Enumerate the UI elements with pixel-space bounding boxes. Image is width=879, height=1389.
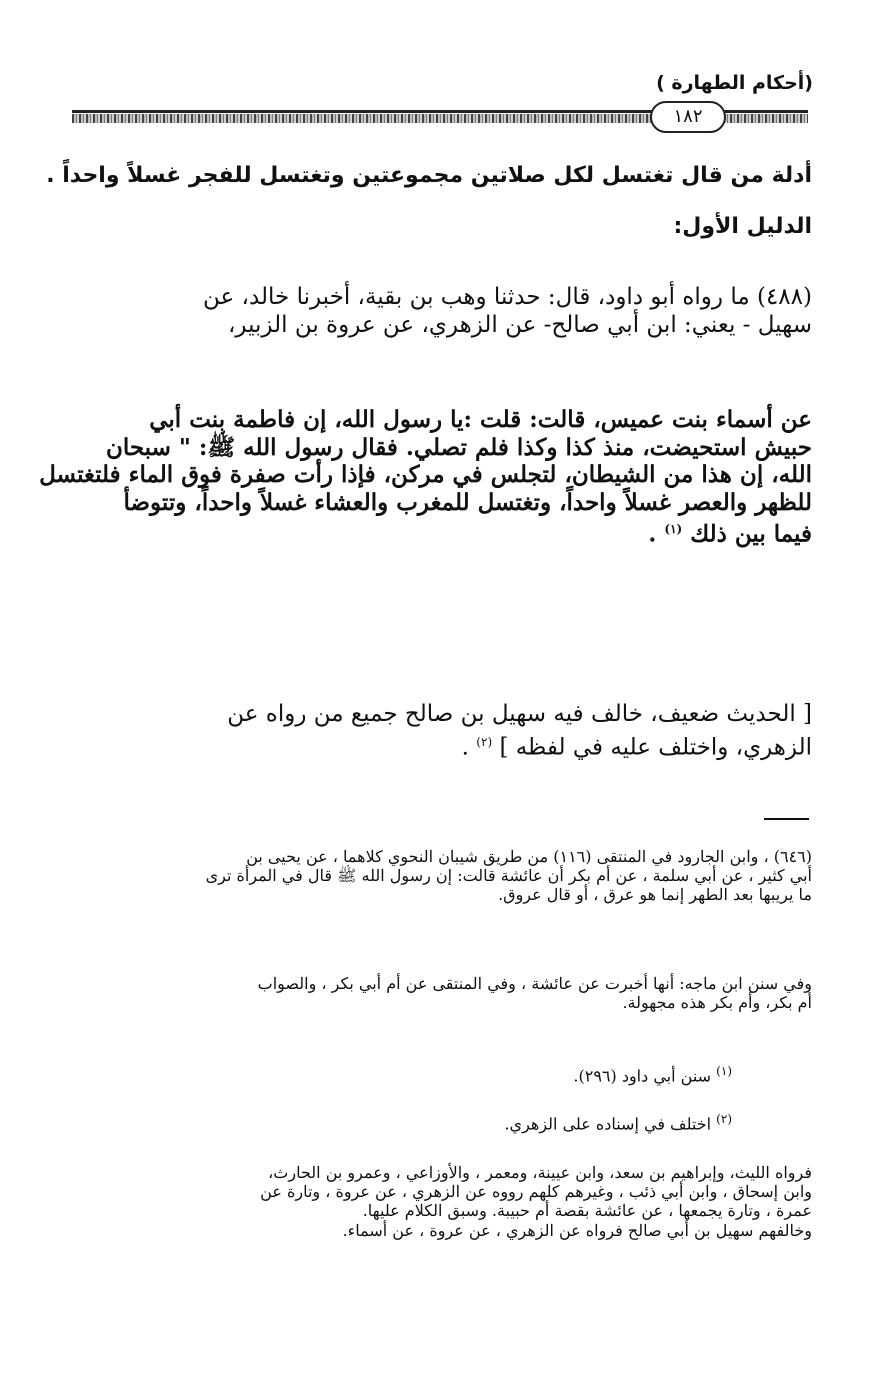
footnote-continuation (66, 840, 812, 905)
section-heading-line: أدلة من قال تغتسل لكل صلاتين مجموعتين وتغتسل للفجر غسلاً واحداً . (46, 163, 812, 188)
running-title: (أحكام الطهارة ) (656, 72, 813, 94)
hadith-matn-line: عن أسماء بنت عميس، قالت: قلت :يا رسول الله، إن فاطمة بنت أبي (149, 406, 812, 433)
page-number: ١٨٢ (650, 101, 726, 133)
hadith-isnad-line: سهيل - يعني: ابن أبي صالح- عن الزهري، عن عروة بن الزبير، (227, 311, 812, 338)
footnote-1 (66, 1054, 812, 1086)
footnote-line: ما يريبها بعد الطهر إنما هو عرق ، أو قال عروق. (498, 885, 812, 905)
footnote-line: وخالفهم سهيل بن أبي صالح فرواه عن الزهري ، عن عروة ، عن أسماء. (342, 1220, 812, 1240)
hadith-matn-line: للظهر والعصر غسلاً واحداً، وتغتسل للمغرب والعشاء غسلاً واحداً، وتتوضأ (123, 488, 812, 516)
footnote-1-marker: (١) (716, 1064, 732, 1078)
footnote-marker-2[interactable]: (٢) (476, 734, 493, 749)
hadith-matn-line: فيما بين ذلك (690, 521, 812, 549)
hadith-grading-line: [ الحديث ضعيف، خالف فيه سهيل بن صالح جميع من رواه عن (227, 701, 812, 727)
footnote-line: (٦٤٦) ، وابن الجارود في المنتقى (١١٦) من طريق شيبان النحوي كلاهما ، عن يحيى بن (246, 847, 812, 866)
first-evidence-label-text: الدليل الأول: (673, 214, 812, 239)
footnote-1-line (66, 1054, 732, 1086)
footnote-continuation-remark (66, 966, 812, 1013)
hadith-grading (66, 686, 812, 761)
hadith-isnad-line: (٤٨٨) ما رواه أبو داود، قال: حدثنا وهب بن بقية، أخبرنا خالد، عن (203, 284, 812, 310)
footnote-line: وابن إسحاق ، وابن أبي ذئب ، وغيرهم كلهم رووه عن الزهري ، عن عروة ، وتارة عن (260, 1182, 812, 1202)
footnote-2-line (66, 1102, 732, 1134)
hadith-matn-line: حبيش استحيضت، منذ كذا وكذا فلم تصلي. فقال رسول الله ﷺ: " سبحان (105, 433, 812, 461)
footnote-line: أم بكر، وأم بكر هذه مجهولة. (622, 993, 812, 1013)
footnote-line: أبي كثير ، عن أبي سلمة ، عن أم بكر أن عائشة قالت: إن رسول الله ﷺ قال في المرأة ترى (205, 866, 812, 886)
hadith-matn (39, 390, 812, 549)
section-heading (46, 158, 812, 188)
footnote-2 (66, 1102, 812, 1134)
first-evidence-label (66, 212, 812, 238)
footnote-2-text: اختلف في إسناده على الزهري. (504, 1114, 712, 1134)
footnote-2-marker: (٢) (716, 1112, 732, 1126)
footnote-line: فرواه الليث، وإبراهيم بن سعد، وابن عيينة، ومعمر ، والأوزاعي ، وعمرو بن الحارث، (268, 1163, 812, 1182)
sentence-end: . (461, 734, 469, 761)
hadith-grading-line: الزهري، واختلف عليه في لفظه ] (499, 734, 812, 761)
sentence-end: . (648, 521, 657, 549)
footnote-separator (764, 818, 809, 820)
footnote-line: عمرة ، وتارة يجمعها ، عن عائشة بقصة أم حبيبة. وسبق الكلام عليها. (362, 1201, 812, 1221)
hadith-matn-line: الله، إن هذا من الشيطان، لتجلس في مركن، فإذا رأت صفرة فوق الماء فلتغتسل (39, 461, 812, 489)
footnote-2-detail (66, 1156, 812, 1240)
footnote-1-text: سنن أبي داود (٢٩٦). (573, 1066, 712, 1086)
footnote-line: وفي سنن ابن ماجه: أنها أخبرت عن عائشة ، وفي المنتقى عن أم أبي بكر ، والصواب (257, 974, 812, 993)
footnote-marker-1[interactable]: (١) (664, 522, 683, 537)
hadith-isnad (66, 268, 812, 338)
